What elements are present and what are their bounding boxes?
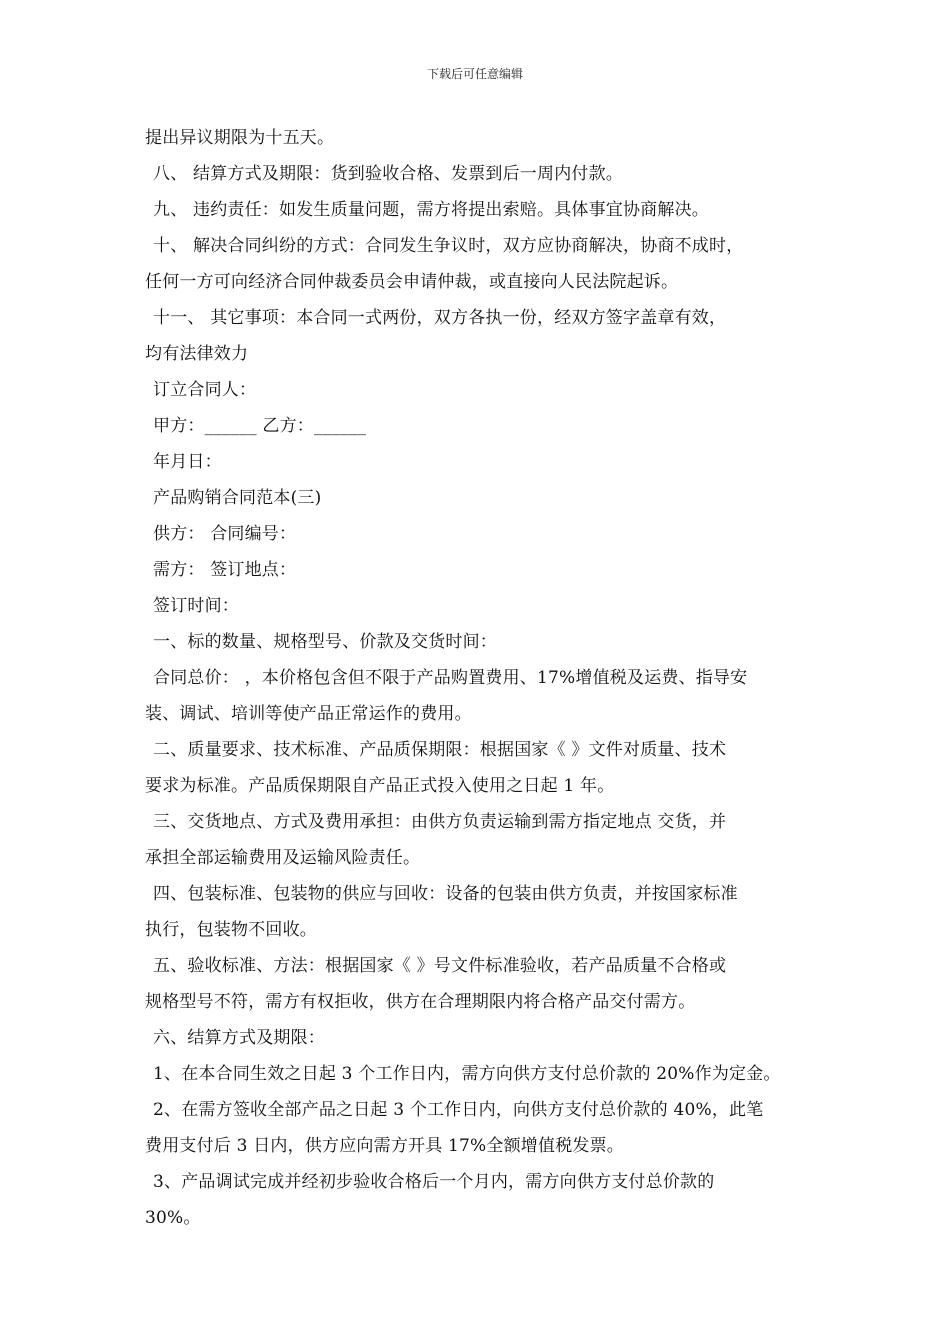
text-line: 五、验收标准、方法：根据国家《 》号文件标准验收，若产品质量不合格或 (153, 956, 727, 976)
clause-heading: 六、结算方式及期限： (153, 1028, 325, 1048)
text-line: 执行，包装物不回收。 (145, 920, 317, 940)
page-header: 下载后可任意编辑 (426, 67, 523, 81)
section-title: 产品购销合同范本(三) (153, 488, 322, 508)
text-line: 规格型号不符，需方有权拒收，供方在合理期限内将合格产品交付需方。 (145, 992, 696, 1012)
text-line: 1、在本合同生效之日起 3 个工作日内，需方向供方支付总价款的 20%作为定金。 (153, 1064, 781, 1084)
text-line: 提出异议期限为十五天。 (145, 128, 335, 148)
text-line: 要求为标准。产品质保期限自产品正式投入使用之日起 1 年。 (145, 776, 615, 796)
text-line: 十一、 其它事项：本合同一式两份，双方各执一份，经双方签字盖章有效， (153, 308, 727, 328)
text-line: 任何一方可向经济合同仲裁委员会申请仲裁，或直接向人民法院起诉。 (145, 272, 679, 292)
clause-heading: 一、标的数量、规格型号、价款及交货时间： (153, 632, 497, 652)
text-line: 九、 违约责任：如发生质量问题，需方将提出索赔。具体事宜协商解决。 (153, 200, 710, 220)
text-line: 二、质量要求、技术标准、产品质保期限：根据国家《 》文件对质量、技术 (153, 740, 727, 760)
text-line: 八、 结算方式及期限：货到验收合格、发票到后一周内付款。 (153, 164, 624, 184)
text-line: 3、产品调试完成并经初步验收合格后一个月内，需方向供方支付总价款的 (153, 1172, 715, 1192)
text-line: 签订时间： (153, 596, 239, 616)
text-line: 费用支付后 3 日内，供方应向需方开具 17%全额增值税发票。 (145, 1136, 625, 1156)
text-line: 30%。 (145, 1208, 201, 1228)
text-line: 承担全部运输费用及运输风险责任。 (145, 848, 421, 868)
text-line: 三、交货地点、方式及费用承担：由供方负责运输到需方指定地点 交货，并 (153, 812, 727, 832)
date-line: 年月日： (153, 452, 222, 472)
text-line: 订立合同人： (153, 380, 257, 400)
text-line: 合同总价： ，本价格包含但不限于产品购置费用、17%增值税及运费、指导安 (153, 668, 748, 688)
signature-line: 甲方：______ 乙方：______ (153, 416, 367, 436)
text-line: 均有法律效力 (145, 344, 249, 364)
text-line: 装、调试、培训等使产品正常运作的费用。 (145, 704, 472, 724)
text-line: 供方： 合同编号： (153, 524, 297, 544)
text-line: 需方： 签订地点： (153, 560, 297, 580)
text-line: 2、在需方签收全部产品之日起 3 个工作日内，向供方支付总价款的 40%，此笔 (153, 1100, 764, 1120)
text-line: 十、 解决合同纠纷的方式：合同发生争议时，双方应协商解决，协商不成时， (153, 236, 744, 256)
document-body (145, 120, 815, 1236)
text-line: 四、包装标准、包装物的供应与回收：设备的包装由供方负责，并按国家标准 (153, 884, 738, 904)
